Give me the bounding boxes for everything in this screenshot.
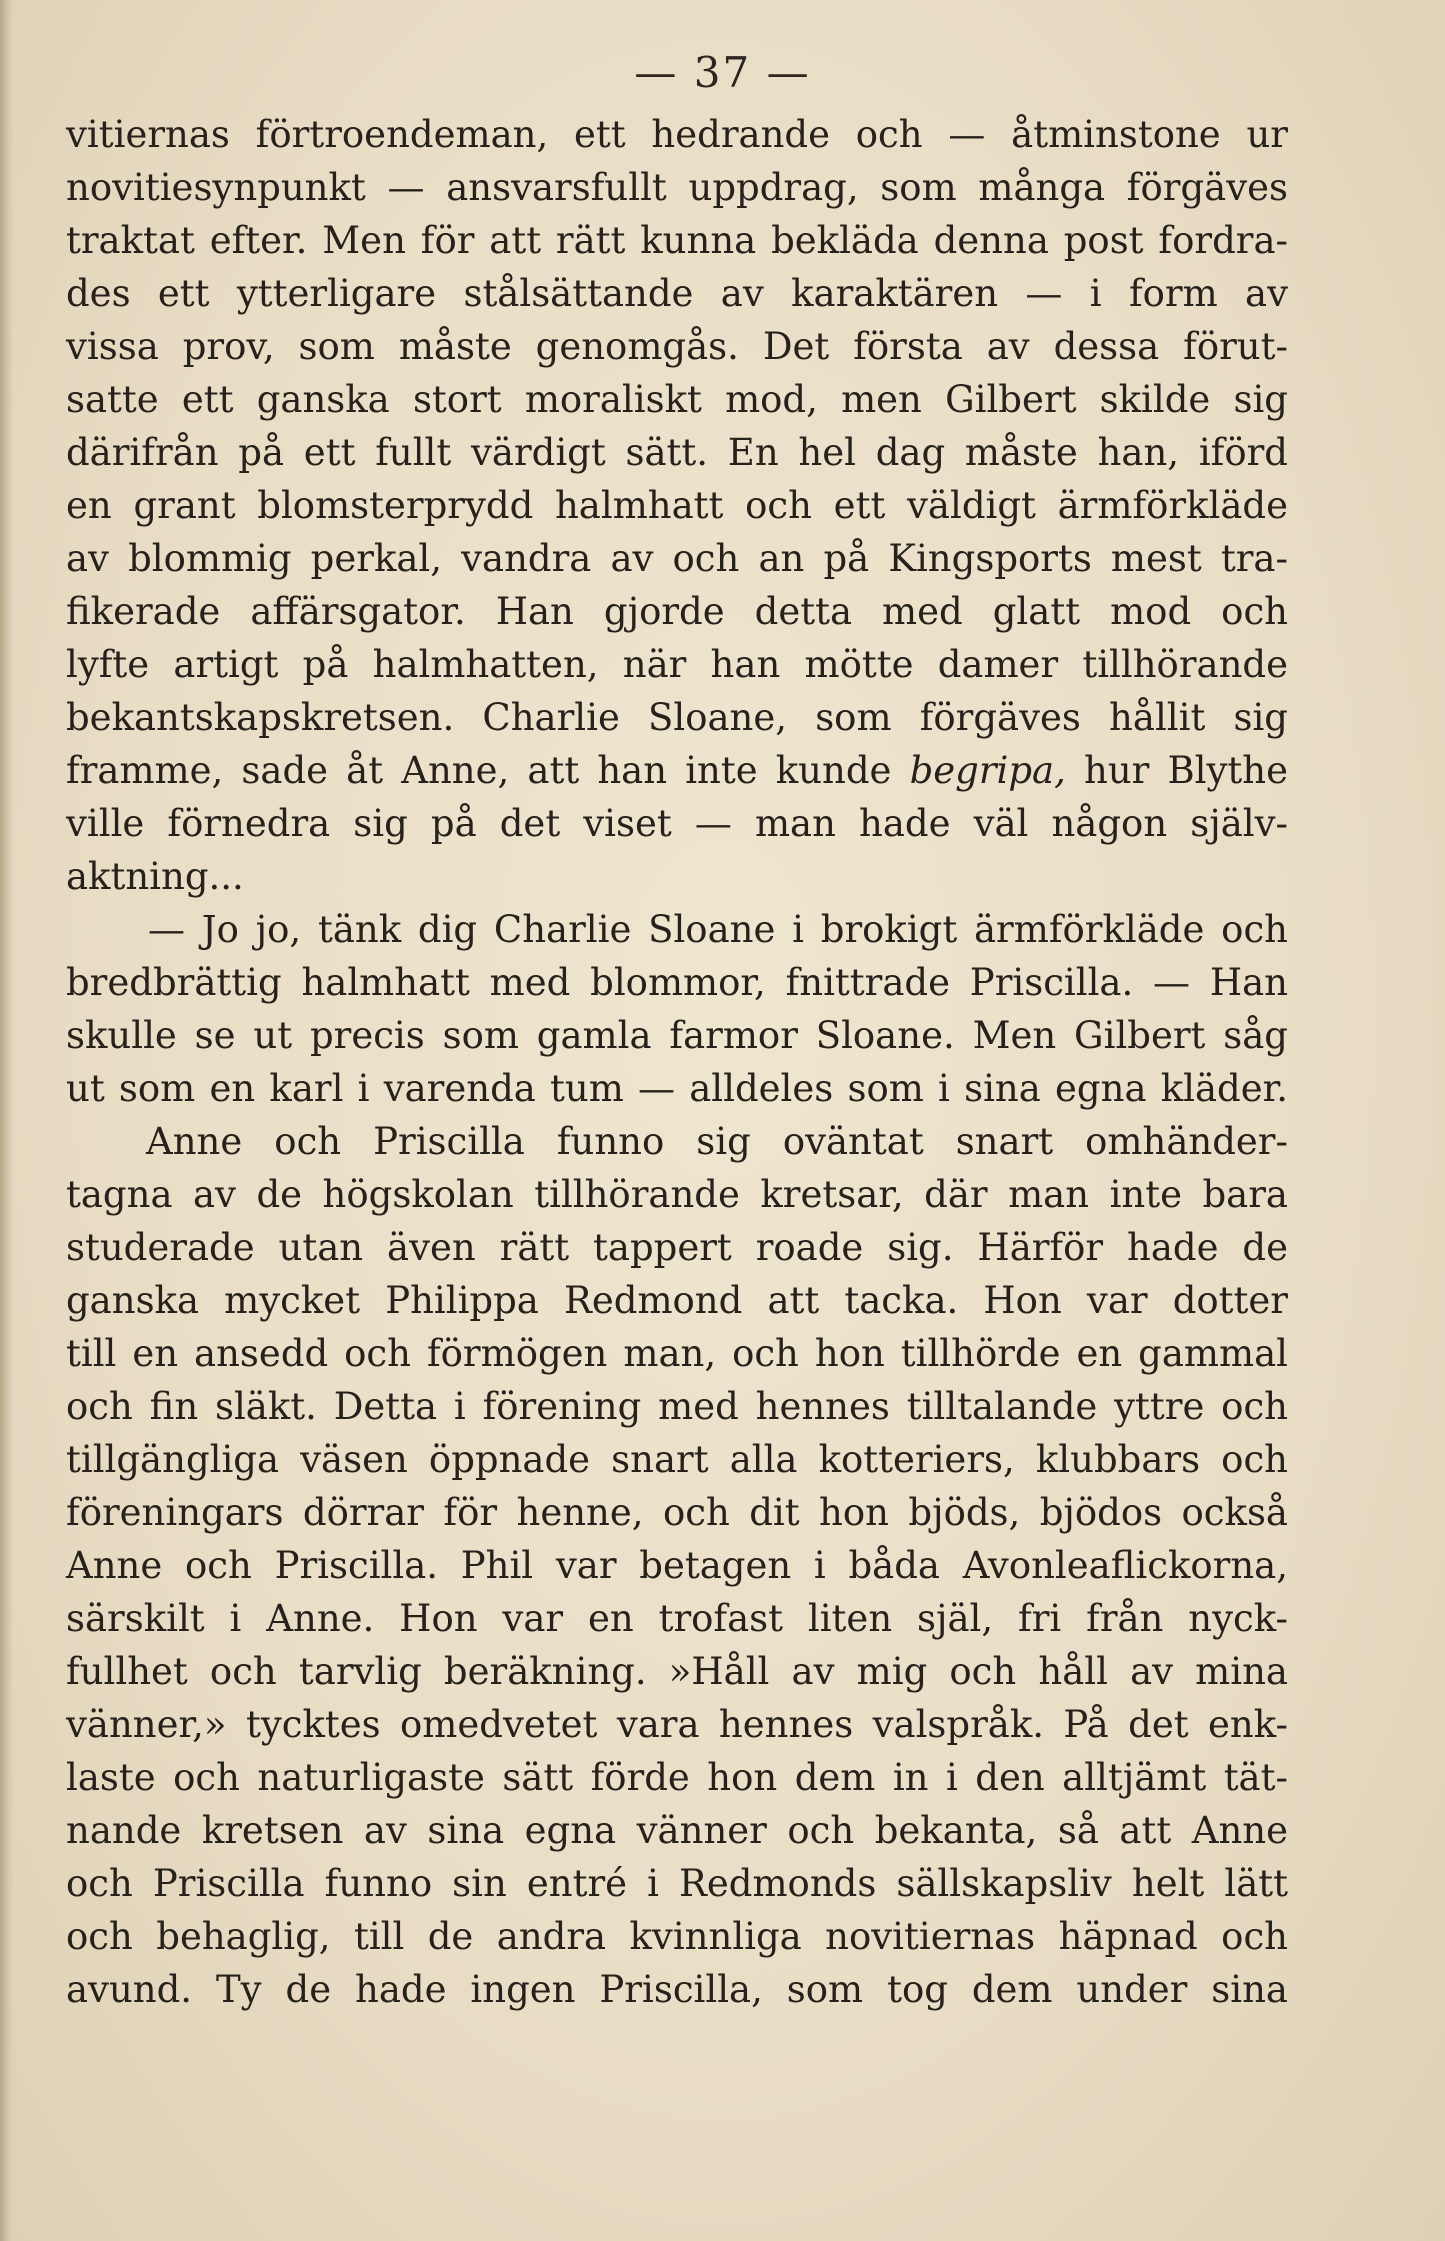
text-line: aktning...	[66, 855, 244, 898]
text-line: fullhet och tarvlig beräkning. »Håll av mig och håll av mina	[66, 1650, 1288, 1693]
text-line: ganska mycket Philippa Redmond att tacka. Hon var dotter	[66, 1279, 1288, 1322]
text-line: nande kretsen av sina egna vänner och bekanta, så att Anne	[66, 1809, 1288, 1852]
page-binding-edge	[0, 0, 14, 2241]
text-line: des ett ytterligare stålsättande av karaktären — i form av	[66, 272, 1288, 315]
text-line: studerade utan även rätt tappert roade sig. Härför hade de	[66, 1226, 1288, 1269]
text-line: av blommig perkal, vandra av och an på Kingsports mest tra-	[66, 537, 1288, 580]
text-line: fikerade affärsgator. Han gjorde detta med glatt mod och	[66, 590, 1288, 633]
emphasis-text: begripa,	[909, 749, 1066, 792]
text-line: särskilt i Anne. Hon var en trofast liten själ, fri från nyck-	[66, 1597, 1288, 1640]
text-line: tillgängliga väsen öppnade snart alla kotteriers, klubbars och	[66, 1438, 1288, 1481]
text-line: och Priscilla funno sin entré i Redmonds sällskapsliv helt lätt	[66, 1862, 1288, 1905]
text-line: och behaglig, till de andra kvinnliga novitiernas häpnad och	[66, 1915, 1288, 1958]
text-line: bredbrättig halmhatt med blommor, fnittrade Priscilla. — Han	[66, 961, 1288, 1004]
text-line: framme, sade åt Anne, att han inte kunde begripa, hur Blythe	[66, 749, 1288, 792]
text-line: Anne och Priscilla funno sig oväntat snart omhänder-	[146, 1120, 1288, 1163]
text-line: tagna av de högskolan tillhörande kretsar, där man inte bara	[66, 1173, 1288, 1216]
text-line: novitiesynpunkt — ansvarsfullt uppdrag, som många förgäves	[66, 166, 1288, 209]
body-text	[66, 108, 1288, 2016]
text-line: en grant blomsterprydd halmhatt och ett väldigt ärmförkläde	[66, 484, 1288, 527]
text-line: ville förnedra sig på det viset — man hade väl någon själv-	[66, 802, 1288, 845]
text-line: lyfte artigt på halmhatten, när han mötte damer tillhörande	[66, 643, 1288, 686]
text-line: skulle se ut precis som gamla farmor Sloane. Men Gilbert såg	[66, 1014, 1288, 1057]
text-line: laste och naturligaste sätt förde hon dem in i den alltjämt tät-	[66, 1756, 1288, 1799]
text-line: föreningars dörrar för henne, och dit hon bjöds, bjödos också	[66, 1491, 1288, 1534]
text-line: ut som en karl i varenda tum — alldeles som i sina egna kläder.	[66, 1067, 1288, 1110]
text-line: satte ett ganska stort moraliskt mod, men Gilbert skilde sig	[66, 378, 1288, 421]
text-line: bekantskapskretsen. Charlie Sloane, som förgäves hållit sig	[66, 696, 1288, 739]
text-line: därifrån på ett fullt värdigt sätt. En hel dag måste han, iförd	[66, 431, 1288, 474]
page-number: — 37 —	[634, 48, 811, 97]
text-line: avund. Ty de hade ingen Priscilla, som tog dem under sina	[66, 1968, 1288, 2011]
text-line: Anne och Priscilla. Phil var betagen i båda Avonleaflickorna,	[66, 1544, 1288, 1587]
text-line: vitiernas förtroendeman, ett hedrande och — åtminstone ur	[66, 113, 1288, 156]
text-line: — Jo jo, tänk dig Charlie Sloane i brokigt ärmförkläde och	[148, 908, 1288, 951]
text-line: traktat efter. Men för att rätt kunna bekläda denna post fordra-	[66, 219, 1288, 262]
text-line: och fin släkt. Detta i förening med hennes tilltalande yttre och	[66, 1385, 1288, 1428]
text-line: vänner,» tycktes omedvetet vara hennes valspråk. På det enk-	[66, 1703, 1288, 1746]
text-line: till en ansedd och förmögen man, och hon tillhörde en gammal	[66, 1332, 1288, 1375]
text-line: vissa prov, som måste genomgås. Det första av dessa förut-	[66, 325, 1288, 368]
